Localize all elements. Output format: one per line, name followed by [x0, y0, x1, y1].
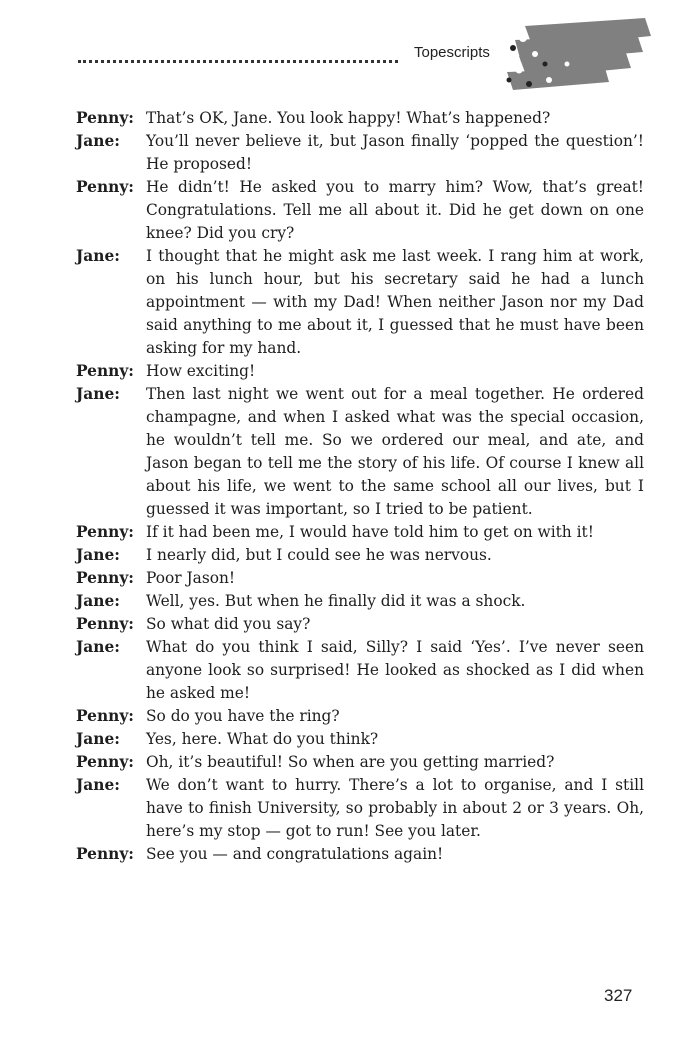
- running-header-label: Topescripts: [414, 44, 490, 61]
- speech-text: See you — and congratulations again!: [146, 845, 444, 863]
- speaker-name: Jane:: [76, 247, 120, 265]
- tapescript-dialogue: [76, 107, 644, 866]
- dialogue-line: [76, 245, 644, 360]
- speaker-name: Jane:: [76, 385, 120, 403]
- speaker-name: Jane:: [76, 638, 120, 656]
- speech-text: He didn’t! He asked you to marry him? Wow, that’s great! Congratulations. Tell me all about it. Did he get down on one knee? Did you cry?: [146, 178, 644, 242]
- speech-text: What do you think I said, Silly? I said ‘Yes’. I’ve never seen anyone look so surprised! He looked as shocked as I did when he asked me!: [146, 638, 644, 702]
- speech-text: Poor Jason!: [146, 569, 236, 587]
- speaker-name: Penny:: [76, 362, 134, 380]
- dialogue-line: [76, 751, 644, 774]
- dialogue-line: [76, 360, 644, 383]
- speaker-name: Jane:: [76, 776, 120, 794]
- dialogue-line: [76, 636, 644, 705]
- dialogue-line: [76, 774, 644, 843]
- speaker-name: Penny:: [76, 523, 134, 541]
- speech-text: That’s OK, Jane. You look happy! What’s happened?: [146, 109, 551, 127]
- speech-text: Then last night we went out for a meal together. He ordered champagne, and when I asked what was the special occasion, he wouldn’t tell me. So we ordered our meal, and ate, and Jason began to tell me the story of his life. Of course I knew all about his life, we went to the same school all our lives, but I guessed it was important, so I tried to be patient.: [146, 385, 644, 518]
- dialogue-line: [76, 590, 644, 613]
- page-number: 327: [604, 986, 633, 1005]
- dialogue-line: [76, 176, 644, 245]
- speech-text: You’ll never believe it, but Jason finally ‘popped the question’! He proposed!: [146, 132, 644, 173]
- speaker-name: Penny:: [76, 109, 134, 127]
- speech-text: Well, yes. But when he finally did it was a shock.: [146, 592, 526, 610]
- dialogue-line: [76, 521, 644, 544]
- speaker-name: Penny:: [76, 615, 134, 633]
- dialogue-line: [76, 843, 644, 866]
- dialogue-line: [76, 544, 644, 567]
- header-scribble-graphic: [505, 18, 655, 98]
- speaker-name: Jane:: [76, 546, 120, 564]
- speaker-name: Penny:: [76, 845, 134, 863]
- speech-text: So do you have the ring?: [146, 707, 340, 725]
- speech-text: Yes, here. What do you think?: [146, 730, 379, 748]
- dialogue-line: [76, 567, 644, 590]
- speaker-name: Penny:: [76, 569, 134, 587]
- dialogue-line: [76, 705, 644, 728]
- speaker-name: Penny:: [76, 707, 134, 725]
- speaker-name: Jane:: [76, 730, 120, 748]
- speech-text: Oh, it’s beautiful! So when are you getting married?: [146, 753, 555, 771]
- dialogue-line: [76, 130, 644, 176]
- speaker-name: Jane:: [76, 592, 120, 610]
- speech-text: If it had been me, I would have told him to get on with it!: [146, 523, 594, 541]
- speech-text: I nearly did, but I could see he was nervous.: [146, 546, 492, 564]
- dialogue-line: [76, 383, 644, 521]
- speaker-name: Penny:: [76, 178, 134, 196]
- dialogue-line: [76, 613, 644, 636]
- speech-text: I thought that he might ask me last week. I rang him at work, on his lunch hour, but his secretary said he had a lunch appointment — with my Dad! When neither Jason nor my Dad said anything to me about it, I guessed that he must have been asking for my hand.: [146, 247, 644, 357]
- speech-text: We don’t want to hurry. There’s a lot to organise, and I still have to finish University, so probably in about 2 or 3 years. Oh, here’s my stop — got to run! See you later.: [146, 776, 644, 840]
- dialogue-line: [76, 728, 644, 751]
- dialogue-line: [76, 107, 644, 130]
- speech-text: How exciting!: [146, 362, 256, 380]
- header-dotted-rule: [78, 40, 398, 63]
- speaker-name: Jane:: [76, 132, 120, 150]
- speaker-name: Penny:: [76, 753, 134, 771]
- speech-text: So what did you say?: [146, 615, 311, 633]
